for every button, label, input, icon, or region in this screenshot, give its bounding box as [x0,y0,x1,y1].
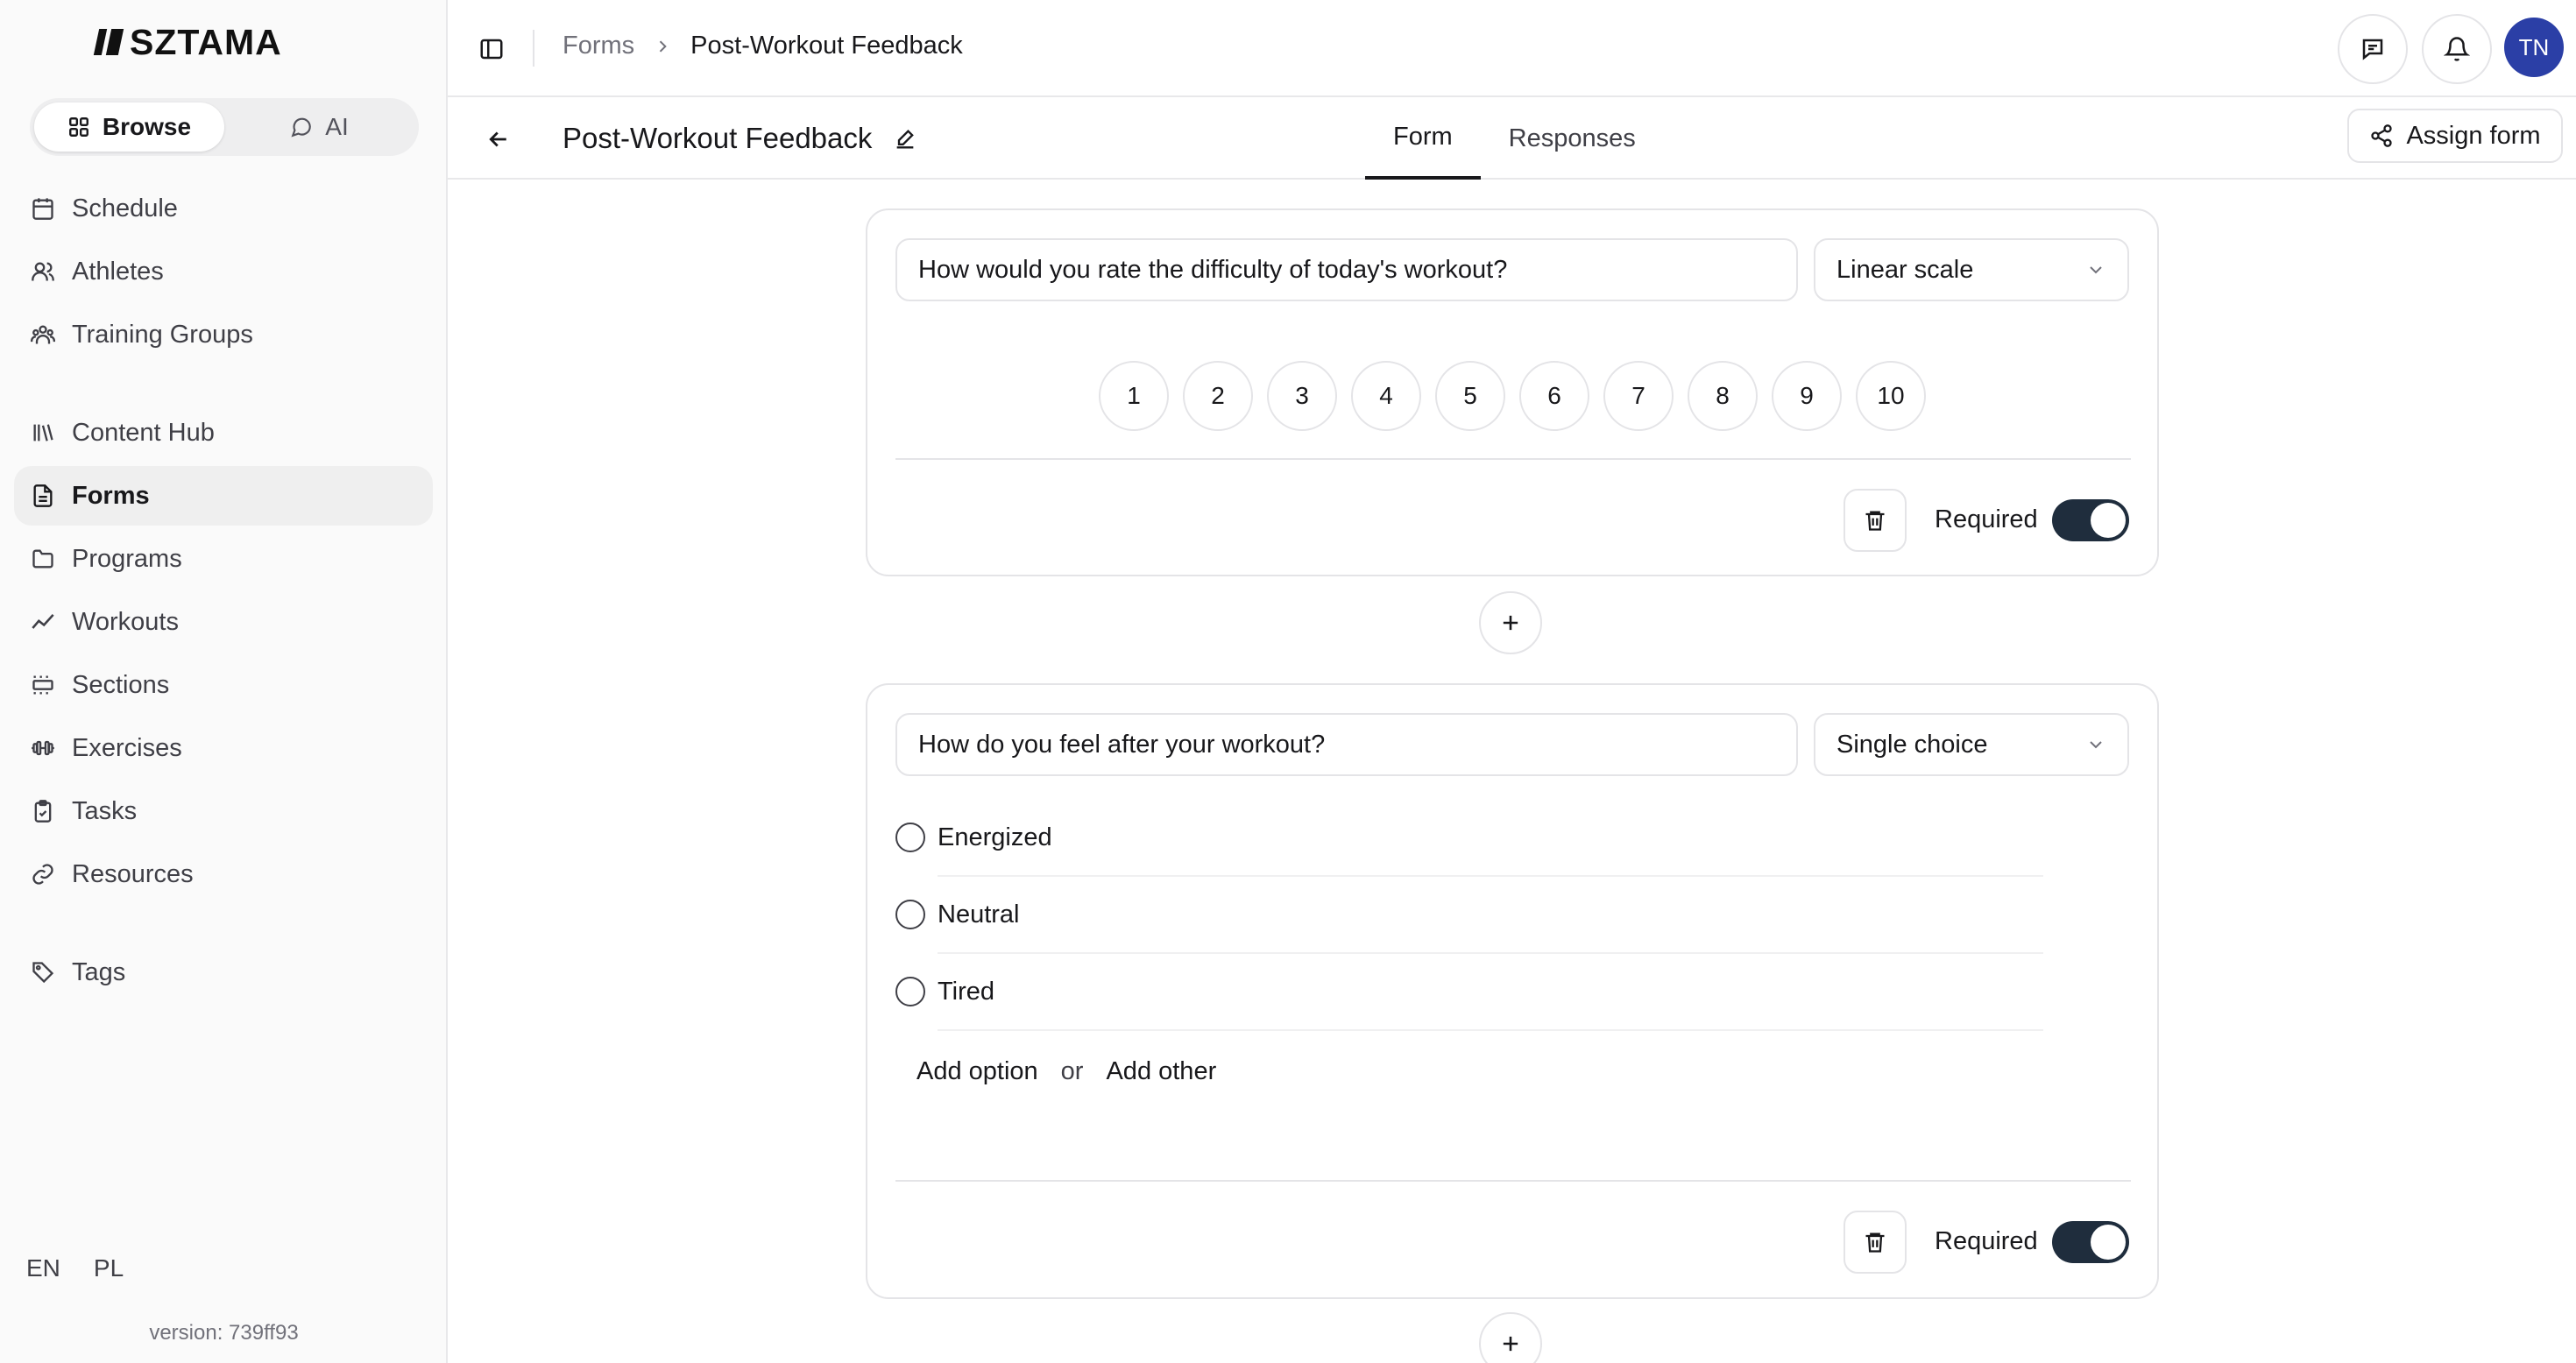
back-button[interactable] [479,120,518,159]
dumbbell-icon [30,735,56,761]
sidebar-item-tags[interactable] [14,943,433,1002]
scale-option[interactable]: 5 [1435,361,1505,431]
sidebar-item-exercises[interactable] [14,718,433,778]
sidebar-item-label: Sections [72,670,170,699]
sidebar-item-label: Programs [72,544,182,573]
clipboard-check-icon [30,798,56,824]
topbar [448,0,2576,97]
avatar[interactable]: TN [2504,18,2564,77]
version-label: version: 739ff93 [149,1321,299,1345]
toggle-sidebar-button[interactable] [474,32,509,67]
sidebar-item-athletes[interactable] [14,242,433,301]
add-option-links [916,1057,1216,1086]
radio-button[interactable] [895,823,925,852]
browse-mode-button[interactable] [34,102,224,152]
brand-name: SZTAMA [130,21,282,62]
sidebar-item-label: Content Hub [72,418,215,447]
question-card [866,683,2159,1299]
group-icon [30,321,56,348]
required-toggle[interactable] [2052,499,2129,541]
question-card [866,208,2159,576]
chevron-down-icon [2085,734,2106,755]
sidebar-item-tasks[interactable] [14,781,433,841]
scale-option[interactable]: 8 [1688,361,1758,431]
delete-question-button[interactable] [1844,489,1907,552]
sidebar-item-label: Athletes [72,257,164,286]
scale-option[interactable]: 1 [1099,361,1169,431]
sidebar-item-workouts[interactable] [14,592,433,652]
message-square-icon [2360,36,2386,62]
chevron-down-icon [2085,259,2106,280]
scale-option[interactable]: 3 [1267,361,1337,431]
trash-icon [1863,1230,1887,1254]
form-header [448,97,2576,180]
option-row [895,800,2043,877]
scale-option[interactable]: 9 [1772,361,1842,431]
sidebar-item-label: Tags [72,957,126,986]
add-other-button[interactable]: Add other [1106,1057,1217,1085]
required-toggle[interactable] [2052,1221,2129,1263]
option-text-input[interactable]: Neutral [938,877,2043,954]
delete-question-button[interactable] [1844,1211,1907,1274]
sidebar [0,0,448,1363]
topbar-divider [533,30,534,67]
activity-icon [30,609,56,635]
sidebar-item-content-hub[interactable] [14,403,433,463]
scale-option[interactable]: 10 [1856,361,1926,431]
edit-icon [893,127,917,152]
or-separator: or [1060,1057,1084,1085]
breadcrumb [563,32,963,60]
radio-button[interactable] [895,977,925,1006]
sidebar-item-label: Training Groups [72,320,253,349]
nav-spacer [14,907,433,943]
form-builder [448,180,2576,1363]
sidebar-item-label: Tasks [72,796,138,825]
language-en[interactable]: EN [26,1254,60,1282]
sidebar-item-label: Exercises [72,733,182,762]
question-type-value: Single choice [1836,730,1988,759]
breadcrumb-current: Post-Workout Feedback [690,32,963,60]
nav-spacer [14,368,433,403]
folder-icon [30,546,56,572]
panel-left-icon [478,36,505,62]
messages-button[interactable] [2338,14,2408,84]
sidebar-item-label: Resources [72,859,194,888]
link-icon [30,861,56,887]
brand-logo[interactable] [96,21,282,63]
trash-icon [1863,508,1887,533]
question-type-select[interactable] [1814,238,2129,301]
notifications-button[interactable] [2422,14,2492,84]
option-text-input[interactable]: Energized [938,800,2043,877]
share-icon [2369,124,2394,148]
sidebar-item-training-groups[interactable] [14,305,433,364]
linear-scale [1099,361,1926,431]
sidebar-item-forms[interactable] [14,466,433,526]
sidebar-item-label: Schedule [72,194,178,222]
question-type-select[interactable] [1814,713,2129,776]
ai-mode-button[interactable] [224,102,414,152]
form-tabs [1365,97,1664,180]
ai-mode-label: AI [325,113,349,140]
assign-form-label: Assign form [2406,121,2541,150]
arrow-left-icon [485,126,512,152]
plus-icon [1498,1331,1523,1356]
sidebar-item-schedule[interactable] [14,179,433,238]
required-label: Required [1935,1227,2038,1255]
bell-icon [2444,36,2470,62]
users-icon [30,258,56,285]
language-switcher [26,1254,124,1282]
add-question-button[interactable] [1479,1312,1542,1363]
sidebar-item-resources[interactable] [14,844,433,904]
language-pl[interactable]: PL [93,1254,124,1282]
tag-icon [30,959,56,985]
mode-switch [30,98,419,156]
breadcrumb-forms-link[interactable]: Forms [563,32,635,60]
scale-option[interactable]: 2 [1183,361,1253,431]
sidebar-nav [14,179,433,1006]
scale-option[interactable]: 7 [1603,361,1674,431]
calendar-icon [30,195,56,222]
sidebar-item-sections[interactable] [14,655,433,715]
page-title: Post-Workout Feedback [563,122,873,154]
card-divider [895,1180,2131,1182]
plus-icon [1498,611,1523,635]
add-option-button[interactable]: Add option [916,1057,1038,1085]
required-label: Required [1935,505,2038,533]
tab-responses[interactable]: Responses [1508,124,1636,152]
radio-button[interactable] [895,900,925,929]
file-text-icon [30,483,56,509]
option-text-input[interactable]: Tired [938,954,2043,1031]
question-text-input[interactable]: How would you rate the difficulty of today's workout? [895,238,1798,301]
library-icon [30,420,56,446]
option-row [895,954,2043,1031]
sidebar-item-label: Forms [72,481,150,510]
option-row [895,877,2043,954]
scale-option[interactable]: 4 [1351,361,1421,431]
sections-icon [30,672,56,698]
assign-form-button[interactable] [2347,109,2563,163]
grid-icon [67,116,90,138]
browse-mode-label: Browse [102,113,192,140]
edit-title-button[interactable] [889,124,921,155]
chevron-right-icon [654,38,671,55]
tab-form[interactable]: Form [1365,97,1481,180]
sidebar-item-label: Workouts [72,607,179,636]
question-text-input[interactable]: How do you feel after your workout? [895,713,1798,776]
sidebar-item-programs[interactable] [14,529,433,589]
logo-mark-icon [96,29,121,55]
card-divider [895,458,2131,460]
scale-option[interactable]: 6 [1519,361,1589,431]
message-circle-icon [290,116,313,138]
question-type-value: Linear scale [1836,255,1974,284]
add-question-button[interactable] [1479,591,1542,654]
